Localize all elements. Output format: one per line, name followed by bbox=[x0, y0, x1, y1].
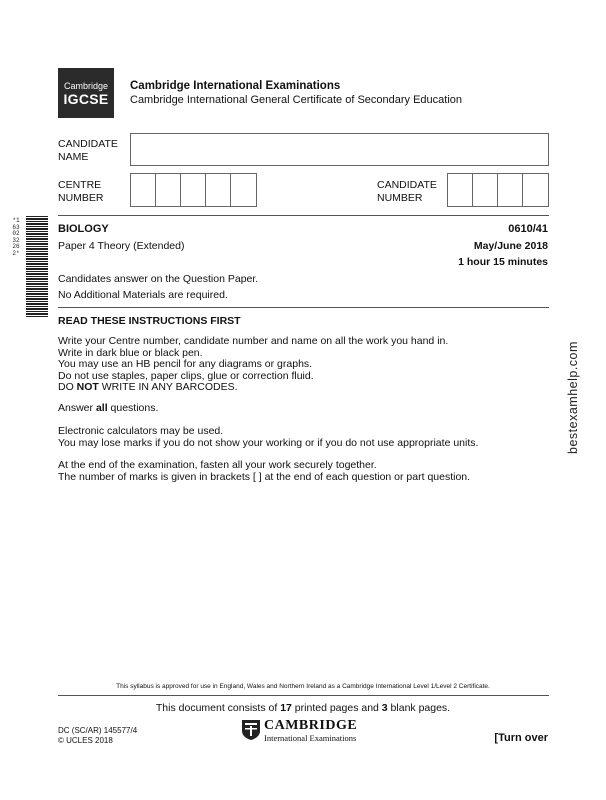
page-count-mid: printed pages and bbox=[291, 702, 382, 714]
organisation-name: Cambridge International Examinations bbox=[130, 80, 341, 92]
calculator-instructions bbox=[58, 426, 548, 449]
exam-session-year: /June 2018 bbox=[494, 240, 548, 252]
candidate-number-digit-box[interactable] bbox=[448, 174, 473, 206]
page-count-pre: This document consists of bbox=[155, 702, 281, 714]
end-line: The number of marks is given in brackets [ ] at the end of each question or part question. bbox=[58, 470, 471, 483]
candidate-number-label-line1: CANDIDATE bbox=[377, 179, 437, 191]
centre-number-digit-box[interactable] bbox=[181, 174, 206, 206]
barcode-instruction-pre: DO bbox=[58, 381, 77, 393]
answer-instruction bbox=[58, 403, 158, 415]
logo-bottom-text: IGCSE bbox=[63, 91, 109, 107]
divider bbox=[58, 307, 549, 308]
end-line: At the end of the examination, fasten all your work securely together. bbox=[58, 459, 377, 471]
candidate-number-digit-box[interactable] bbox=[498, 174, 523, 206]
centre-number-digit-box[interactable] bbox=[156, 174, 181, 206]
subject-title: BIOLOGY bbox=[58, 223, 109, 235]
centre-number-digit-box[interactable] bbox=[131, 174, 156, 206]
turn-over: [Turn over bbox=[494, 732, 548, 744]
copyright: © UCLES 2018 bbox=[58, 736, 113, 745]
doc-code: DC (SC/AR) 145577/4 bbox=[58, 726, 138, 735]
divider bbox=[58, 695, 549, 696]
exam-session bbox=[474, 240, 548, 252]
candidate-number-label bbox=[377, 179, 437, 205]
barcode bbox=[26, 216, 48, 318]
candidate-name-label-line1: CANDIDATE bbox=[58, 138, 118, 150]
barcode-digits-text: *1630232262* bbox=[12, 217, 20, 257]
printed-pages-count: 17 bbox=[280, 702, 292, 714]
paper-title: Paper 4 Theory (Extended) bbox=[58, 240, 185, 252]
answer-instruction-pre: Answer bbox=[58, 402, 96, 414]
candidate-number-digit-box[interactable] bbox=[473, 174, 498, 206]
centre-number-label-line2: NUMBER bbox=[58, 192, 104, 204]
centre-number-field[interactable] bbox=[130, 173, 257, 207]
candidate-name-label-line2: NAME bbox=[58, 151, 89, 163]
candidate-number-label-line2: NUMBER bbox=[377, 192, 423, 204]
centre-number-digit-box[interactable] bbox=[206, 174, 231, 206]
watermark: bestexamhelp.com bbox=[566, 341, 580, 454]
exam-session-month: May bbox=[473, 240, 495, 252]
barcode-instruction-bold: NOT bbox=[76, 381, 99, 393]
barcode-instruction bbox=[58, 382, 538, 394]
barcode-instruction-post: WRITE IN ANY BARCODES. bbox=[98, 381, 238, 393]
paper-code: 0610/41 bbox=[508, 223, 548, 235]
exam-duration: 1 hour 15 minutes bbox=[458, 256, 548, 268]
candidate-name-label bbox=[58, 138, 118, 164]
igcse-logo bbox=[58, 68, 114, 118]
certificate-title: Cambridge International General Certificate of Secondary Education bbox=[130, 94, 463, 106]
calculator-line: Electronic calculators may be used. bbox=[58, 425, 224, 437]
instructions-heading: READ THESE INSTRUCTIONS FIRST bbox=[58, 315, 241, 327]
document-codes bbox=[58, 726, 137, 746]
cambridge-wordmark: CAMBRIDGE bbox=[264, 718, 358, 733]
barcode-digits bbox=[12, 218, 20, 258]
answer-note: Candidates answer on the Question Paper. bbox=[58, 273, 259, 285]
answer-instruction-post: questions. bbox=[107, 402, 159, 414]
page-count-post: blank pages. bbox=[387, 702, 451, 714]
materials-note: No Additional Materials are required. bbox=[58, 289, 228, 301]
syllabus-note: This syllabus is approved for use in England, Wales and Northern Ireland as a Cambridge International Level 1/Level 2 Certificate. bbox=[116, 683, 490, 690]
answer-instruction-bold: all bbox=[95, 402, 108, 414]
instruction-line: You may use an HB pencil for any diagrams or graphs. bbox=[58, 358, 313, 370]
page-count bbox=[0, 702, 606, 714]
end-instructions bbox=[58, 460, 548, 483]
logo-top-text: Cambridge bbox=[63, 81, 109, 91]
divider bbox=[58, 215, 549, 216]
instructions-block bbox=[58, 336, 538, 394]
centre-number-label bbox=[58, 179, 104, 205]
instruction-line: Write your Centre number, candidate number and name on all the work you hand in. bbox=[58, 335, 449, 347]
blank-pages-count: 3 bbox=[381, 702, 388, 714]
candidate-name-field[interactable] bbox=[130, 133, 549, 166]
instruction-line: Do not use staples, paper clips, glue or correction fluid. bbox=[58, 369, 314, 382]
calculator-line: You may lose marks if you do not show your working or if you do not use appropriate units. bbox=[58, 436, 479, 449]
centre-number-label-line1: CENTRE bbox=[58, 179, 102, 191]
instruction-line: Write in dark blue or black pen. bbox=[58, 346, 203, 359]
cambridge-crest-icon bbox=[241, 719, 261, 741]
candidate-number-field[interactable] bbox=[447, 173, 549, 207]
international-examinations-text: International Examinations bbox=[264, 733, 357, 743]
